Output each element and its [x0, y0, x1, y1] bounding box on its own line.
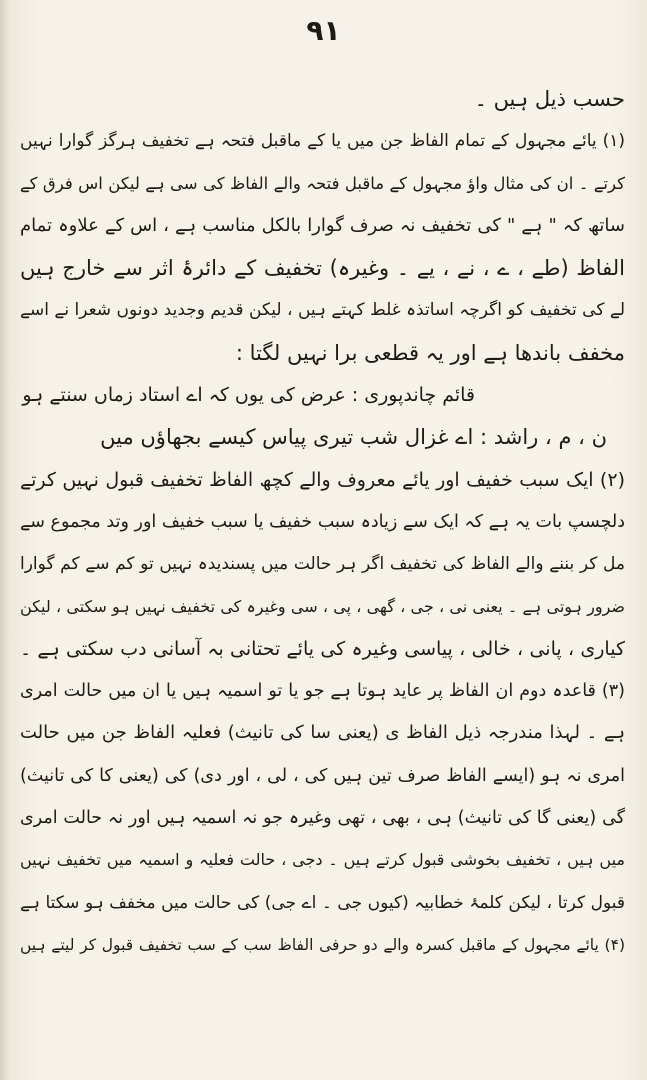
- text-line: ساتھ کہ " ہے " کی تخفیف نہ صرف گوارا بالکل مناسب ہے ، اس کے علاوہ تمام: [20, 214, 625, 236]
- text-line: (۴) یائے مجہول کے ماقبل کسرہ والے دو حرفی الفاظ سب کے سب تخفیف قبول کر لیتے ہیں: [20, 935, 625, 954]
- text-line: امری نہ ہو (ایسے الفاظ صرف تین ہیں کی ، لی ، اور دی) کی (یعنی کا کی تانیث): [20, 765, 625, 786]
- page-number: ٩١: [306, 14, 341, 47]
- verse-line: قائم چاندپوری : عرض کی یوں کہ اے استاد زماں سنتے ہو: [22, 384, 475, 407]
- text-line: قبول کرتا ، لیکن کلمۂ خطابیہ (کیوں جی ۔ اے جی) کی حالت میں مخفف ہو سکتا ہے: [20, 892, 625, 913]
- text-line: ہے ۔ لہذا مندرجہ ذیل الفاظ ی (یعنی سا کی تانیث) فعلیہ الفاظ جن میں حالت: [20, 722, 625, 744]
- text-line: الفاظ (طے ، ے ، نے ، یے ۔ وغیرہ) تخفیف کے دائرۂ اثر سے خارج ہیں: [20, 256, 625, 281]
- text-line: لے کی تخفیف کو اگرچہ اساتذہ غلط کہتے ہیں ، لیکن قدیم وجدید دونوں شعرا نے اسے: [20, 300, 625, 321]
- text-line: مل کر بننے والے الفاظ کی تخفیف اگر ہر حالت میں پسندیدہ نہیں تو کم سے کم گوارا: [20, 554, 625, 575]
- page-gutter-shadow: [0, 0, 10, 1080]
- page-text-body: [20, 78, 625, 966]
- text-line: حسب ذیل ہیں ۔: [474, 87, 625, 111]
- text-line: مخفف باندھا ہے اور یہ قطعی برا نہیں لگتا :: [235, 340, 625, 365]
- text-line: میں ہیں ، تخفیف بخوشی قبول کرتے ہیں ۔ دجی ، حالت فعلیہ و اسمیہ میں تخفیف نہیں: [20, 850, 625, 870]
- text-line: کرتے ۔ ان کی مثال واؤ مجہول کے ماقبل فتحہ والے الفاظ کی سی ہے لیکن اس فرق کے: [20, 173, 625, 193]
- text-line: ضرور ہوتی ہے ۔ یعنی نی ، جی ، گھی ، پی ، سی وغیرہ کی تخفیف نہیں ہو سکتی ، لیکن: [20, 596, 625, 616]
- text-line: (۱) یائے مجہول کے تمام الفاظ جن میں یا کے ماقبل فتحہ ہے تخفیف ہرگز گوارا نہیں: [20, 131, 625, 152]
- text-line: کیاری ، پانی ، خالی ، پیاسی وغیرہ کی یائے تحتانی بہ آسانی دب سکتی ہے ۔: [20, 637, 625, 660]
- text-line: گی (یعنی گا کی تانیث) ہی ، بھی ، تھی وغیرہ جو نہ اسمیہ ہیں اور نہ حالت امری: [20, 808, 625, 829]
- text-line: دلچسپ بات یہ ہے کہ ایک سے زیادہ سبب خفیف یا سبب خفیف اور وتد مجموع سے: [20, 511, 625, 532]
- text-line: (۳) قاعدہ دوم ان الفاظ پر عاید ہوتا ہے جو یا تو اسمیہ ہیں یا ان میں حالت امری: [20, 681, 625, 702]
- text-line: (۲) ایک سبب خفیف اور یائے معروف والے کچھ الفاظ تخفیف قبول نہیں کرتے: [20, 468, 625, 491]
- verse-line: ن ، م ، راشد : اے غزال شب تیری پیاس کیسے بجھاؤں میں: [100, 425, 607, 450]
